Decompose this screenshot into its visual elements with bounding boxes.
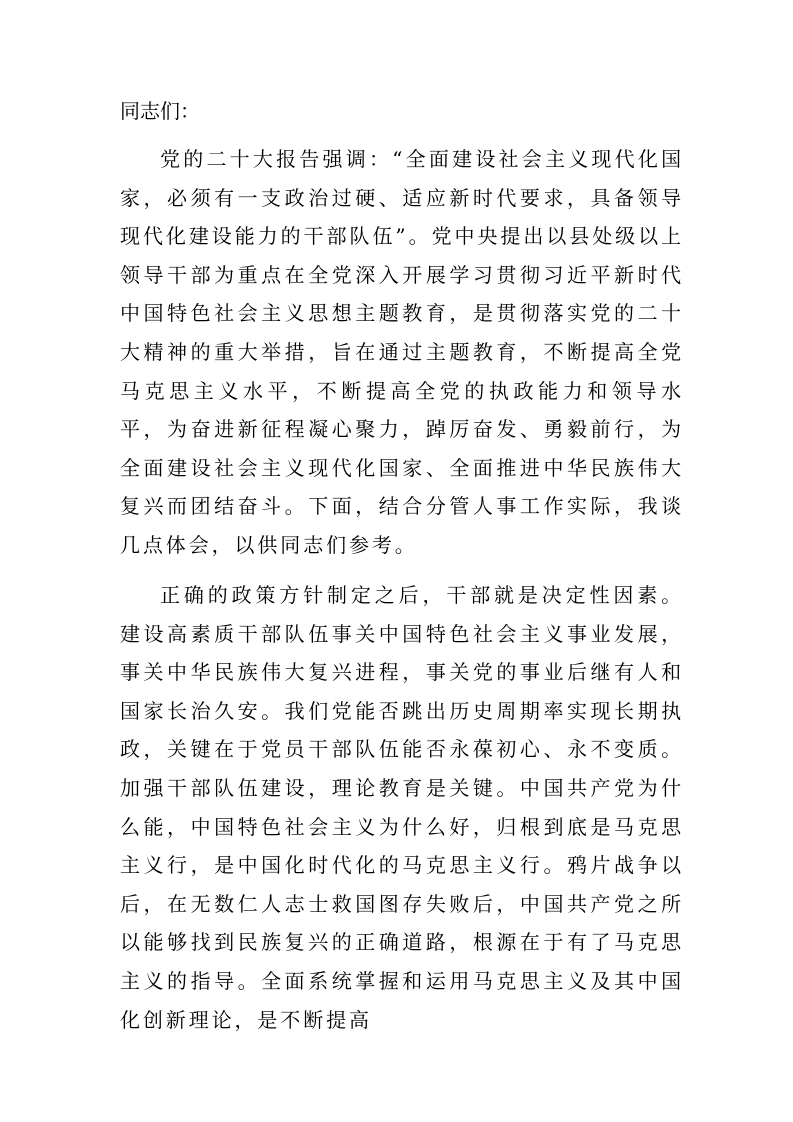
body-paragraph-2: 正确的政策方针制定之后，干部就是决定性因素。建设高素质干部队伍事关中国特色社会主义事业发展，事关中华民族伟大复兴进程，事关党的事业后继有人和国家长治久安。我们党能否跳出历史周期率实现长期执政，关键在于党员干部队伍能否永葆初心、永不变质。加强干部队伍建设，理论教育是关键。中国共产党为什么能，中国特色社会主义为什么好，归根到底是马克思主义行，是中国化时代化的马克思主义行。鸦片战争以后，在无数仁人志士救国图存失败后，中国共产党之所以能够找到民族复兴的正确道路，根源在于有了马克思主义的指导。全面系统掌握和运用马克思主义及其中国化创新理论，是不断提高 xyxy=(120,583,684,1032)
body-paragraph-1: 党的二十大报告强调：“全面建设社会主义现代化国家，必须有一支政治过硬、适应新时代要求，具备领导现代化建设能力的干部队伍”。党中央提出以县处级以上领导干部为重点在全党深入开展学习贯彻习近平新时代中国特色社会主义思想主题教育，是贯彻落实党的二十大精神的重大举措，旨在通过主题教育，不断提高全党马克思主义水平，不断提高全党的执政能力和领导水平，为奋进新征程凝心聚力，踔厉奋发、勇毅前行，为全面建设社会主义现代化国家、全面推进中华民族伟大复兴而团结奋斗。下面，结合分管人事工作实际，我谈几点体会，以供同志们参考。 xyxy=(120,147,684,557)
greeting-salutation: 同志们： xyxy=(120,99,200,123)
